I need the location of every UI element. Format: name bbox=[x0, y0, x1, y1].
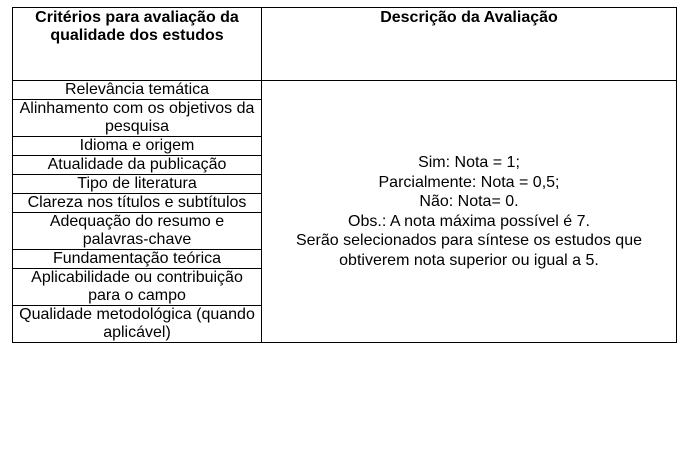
criterion-cell: Adequação do resumo e palavras-chave bbox=[13, 213, 262, 250]
header-row bbox=[13, 8, 677, 81]
evaluation-criteria-table bbox=[12, 7, 677, 343]
criterion-cell: Tipo de literatura bbox=[13, 175, 262, 194]
criterion-cell: Idioma e origem bbox=[13, 137, 262, 156]
description-line: Serão selecionados para síntese os estudos que obtiverem nota superior ou igual a 5. bbox=[295, 232, 642, 269]
description-line: Obs.: A nota máxima possível é 7. bbox=[348, 212, 590, 230]
criterion-cell: Clareza nos títulos e subtítulos bbox=[13, 194, 262, 213]
table-row bbox=[13, 81, 677, 100]
description-column-header: Descrição da Avaliação bbox=[262, 8, 677, 81]
evaluation-description-cell bbox=[262, 81, 677, 343]
description-line: Parcialmente: Nota = 0,5; bbox=[378, 173, 560, 191]
description-line: Sim: Nota = 1; bbox=[418, 154, 520, 171]
criterion-cell: Relevância temática bbox=[13, 81, 262, 100]
criteria-column-header: Critérios para avaliação da qualidade dos estudos bbox=[13, 8, 262, 81]
criterion-cell: Fundamentação teórica bbox=[13, 250, 262, 269]
criterion-cell: Alinhamento com os objetivos da pesquisa bbox=[13, 100, 262, 137]
criterion-cell: Qualidade metodológica (quando aplicável) bbox=[13, 306, 262, 343]
description-line: Não: Nota= 0. bbox=[419, 193, 519, 210]
criterion-cell: Aplicabilidade ou contribuição para o campo bbox=[13, 269, 262, 306]
criterion-cell: Atualidade da publicação bbox=[13, 156, 262, 175]
